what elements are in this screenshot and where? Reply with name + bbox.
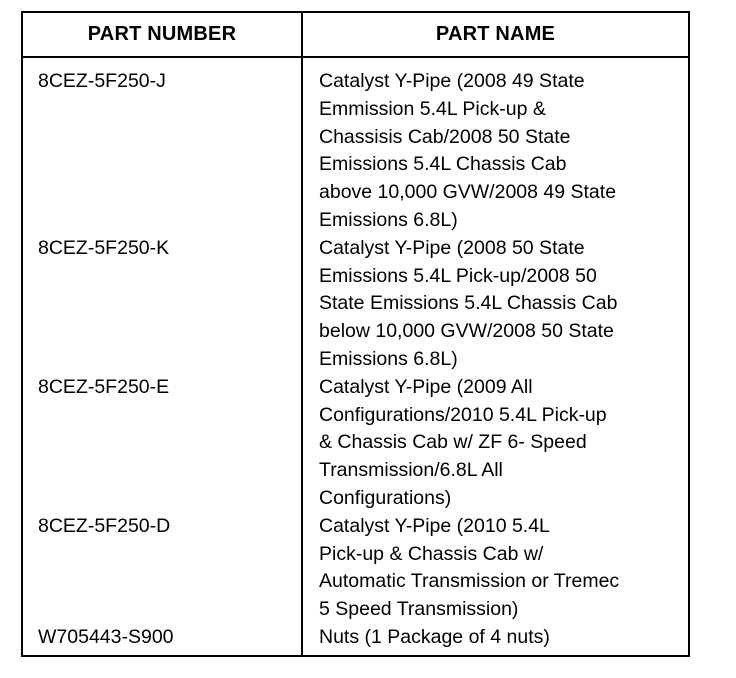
part-name-line: Chassisis Cab/2008 50 State: [319, 125, 571, 148]
part-name-line: below 10,000 GVW/2008 50 State: [319, 320, 614, 343]
part-name-line: Emmission 5.4L Pick-up &: [319, 97, 546, 120]
part-number: 8CEZ-5F250-K: [38, 236, 170, 259]
part-name-cell: [303, 374, 688, 513]
table-row: [23, 235, 688, 374]
part-name-line: Catalyst Y-Pipe (2010 5.4L: [319, 514, 550, 537]
table-row: [23, 624, 688, 652]
part-name-cell: [303, 513, 688, 624]
part-number-cell: [23, 513, 301, 624]
part-name-line: Configurations/2010 5.4L Pick-up: [319, 403, 607, 426]
part-name-line: Emissions 6.8L): [319, 208, 458, 231]
part-name-line: Catalyst Y-Pipe (2009 All: [319, 375, 533, 398]
part-name-line: Emissions 6.8L): [319, 347, 458, 370]
part-number-cell: [23, 235, 301, 374]
table-body: [23, 68, 688, 652]
part-name-line: Automatic Transmission or Tremec: [319, 570, 620, 593]
part-name-line: Catalyst Y-Pipe (2008 50 State: [319, 236, 585, 259]
part-name-line: 5 Speed Transmission): [319, 598, 519, 621]
part-number-cell: [23, 68, 301, 235]
header-part-name: PART NAME: [435, 23, 556, 45]
part-name-line: above 10,000 GVW/2008 49 State: [319, 181, 617, 204]
part-name-line: Pick-up & Chassis Cab w/: [319, 542, 544, 565]
table-row: [23, 68, 688, 235]
part-name-line: State Emissions 5.4L Chassis Cab: [319, 292, 618, 315]
part-name-line: Catalyst Y-Pipe (2008 49 State: [319, 70, 585, 92]
table-header-row: [23, 13, 688, 58]
part-name-line: & Chassis Cab w/ ZF 6- Speed: [319, 431, 587, 454]
part-name-line: Emissions 5.4L Chassis Cab: [319, 153, 567, 176]
part-number: 8CEZ-5F250-E: [38, 375, 170, 398]
header-part-number: PART NUMBER: [87, 23, 237, 45]
table-row: [23, 513, 688, 624]
parts-table: [21, 11, 690, 657]
part-number: 8CEZ-5F250-D: [38, 514, 171, 537]
table-row: [23, 374, 688, 513]
part-number-cell: [23, 374, 301, 513]
part-name-line: Emissions 5.4L Pick-up/2008 50: [319, 264, 597, 287]
part-name-cell: [303, 624, 688, 652]
part-number-cell: [23, 624, 301, 652]
part-name-line: Nuts (1 Package of 4 nuts): [319, 625, 550, 648]
part-number: 8CEZ-5F250-J: [38, 70, 166, 92]
part-name-cell: [303, 235, 688, 374]
part-number: W705443-S900: [38, 625, 174, 648]
part-name-line: Configurations): [319, 486, 452, 509]
part-name-line: Transmission/6.8L All: [319, 459, 503, 482]
part-name-cell: [303, 68, 688, 235]
